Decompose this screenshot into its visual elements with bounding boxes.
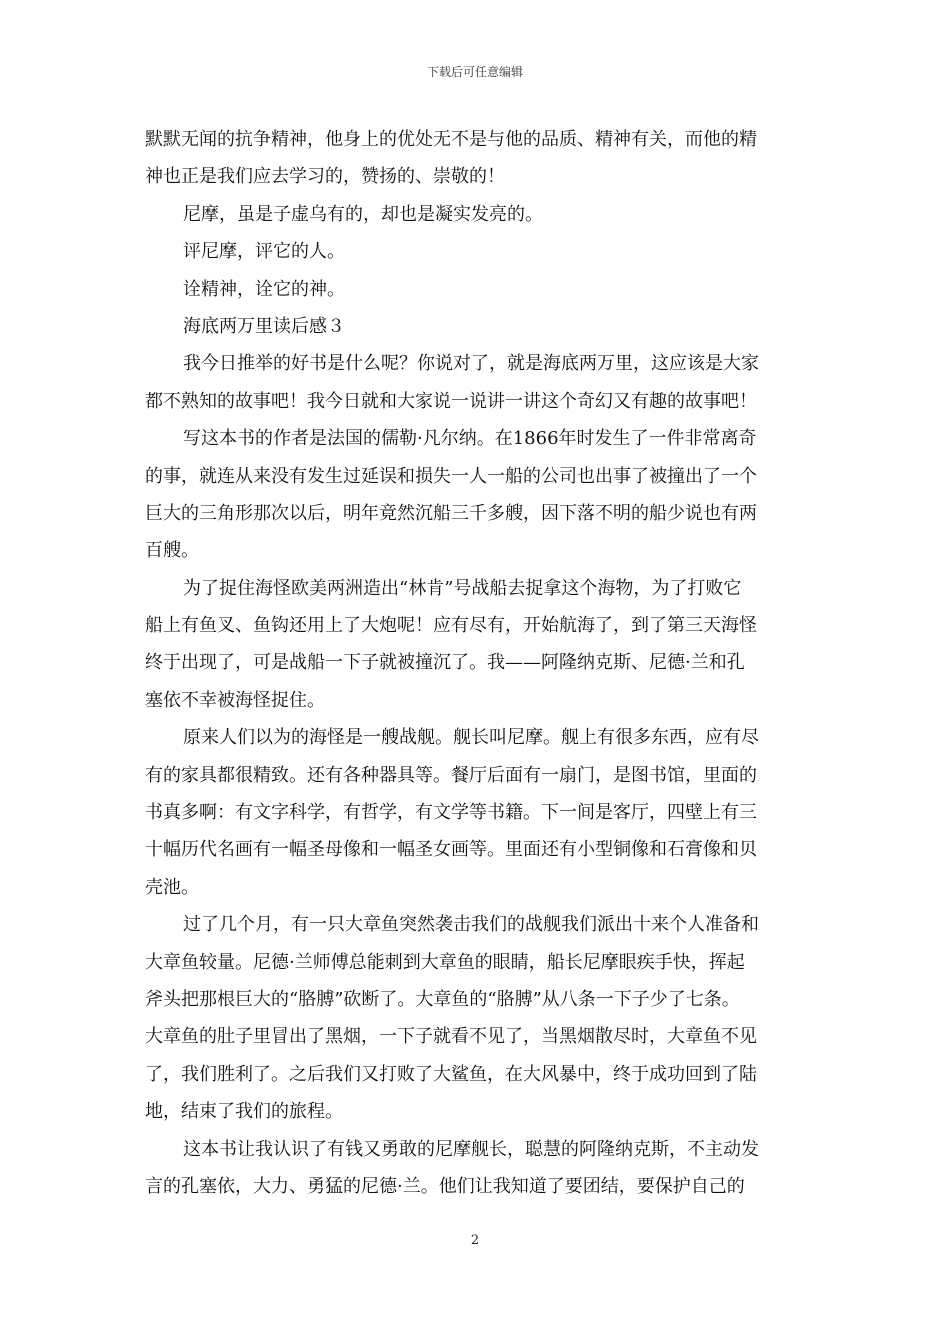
text-line: 默默无闻的抗争精神，他身上的优处无不是与他的品质、精神有关，而他的精 [145, 129, 757, 150]
text-line: 十幅历代名画有一幅圣母像和一幅圣女画等。里面还有小型铜像和石膏像和贝 [145, 839, 757, 861]
text-line: 写这本书的作者是法国的儒勒·凡尔纳。在1866年时发生了一件非常离奇 [183, 428, 757, 450]
text-line: 评尼摩，评它的人。 [183, 241, 345, 263]
text-line: 海底两万里读后感３ [183, 315, 345, 337]
text-line: 我今日推举的好书是什么呢？你说对了，就是海底两万里，这应该是大家 [183, 353, 759, 375]
text-line: 尼摩，虽是子虚乌有的，却也是凝实发亮的。 [183, 203, 543, 225]
page-header: 下载后可任意编辑 [426, 65, 523, 79]
text-line: 这本书让我认识了有钱又勇敢的尼摩舰长，聪慧的阿隆纳克斯，不主动发 [183, 1138, 759, 1160]
text-line: 的事，就连从来没有发生过延误和损失一人一船的公司也出事了被撞出了一个 [145, 465, 757, 487]
text-line: 为了捉住海怪欧美两洲造出“林肯”号战船去捉拿这个海物，为了打败它 [183, 577, 742, 599]
text-line: 斧头把那根巨大的“胳膊”砍断了。大章鱼的“胳膊”从八条一下子少了七条。 [145, 988, 740, 1010]
text-line: 壳池。 [145, 876, 199, 898]
text-line: 原来人们以为的海怪是一艘战舰。舰长叫尼摩。舰上有很多东西，应有尽 [183, 727, 759, 749]
text-line: 神也正是我们应去学习的，赞扬的、崇敬的！ [145, 166, 505, 188]
text-line: 地，结束了我们的旅程。 [145, 1101, 343, 1123]
page-number: 2 [470, 1233, 480, 1248]
text-line: 终于出现了，可是战船一下子就被撞沉了。我——阿隆纳克斯、尼德·兰和孔 [145, 652, 745, 674]
document-body [145, 121, 810, 1205]
text-line: 船上有鱼叉、鱼钩还用上了大炮呢！应有尽有，开始航海了，到了第三天海怪 [145, 615, 757, 637]
text-line: 大章鱼的肚子里冒出了黑烟，一下子就看不见了，当黑烟散尽时，大章鱼不见 [145, 1026, 757, 1048]
text-line: 过了几个月，有一只大章鱼突然袭击我们的战舰我们派出十来个人准备和 [183, 914, 759, 936]
text-line: 诠精神，诠它的神。 [183, 278, 345, 300]
text-line: 塞依不幸被海怪捉住。 [145, 689, 325, 711]
text-line: 有的家具都很精致。还有各种器具等。餐厅后面有一扇门，是图书馆，里面的 [145, 764, 757, 786]
text-line: 言的孔塞依，大力、勇猛的尼德·兰。他们让我知道了要团结，要保护自己的 [145, 1175, 745, 1197]
text-line: 了，我们胜利了。之后我们又打败了大鲨鱼，在大风暴中，终于成功回到了陆 [145, 1063, 757, 1085]
text-line: 巨大的三角形那次以后，明年竟然沉船三千多艘，因下落不明的船少说也有两 [145, 502, 757, 524]
text-line: 都不熟知的故事吧！我今日就和大家说一说讲一讲这个奇幻又有趣的故事吧！ [145, 390, 757, 412]
text-line: 百艘。 [145, 540, 199, 562]
text-line: 大章鱼较量。尼德·兰师傅总能刺到大章鱼的眼睛，船长尼摩眼疾手快，挥起 [145, 951, 745, 973]
text-line: 书真多啊：有文字科学，有哲学，有文学等书籍。下一间是客厅，四壁上有三 [145, 802, 757, 824]
